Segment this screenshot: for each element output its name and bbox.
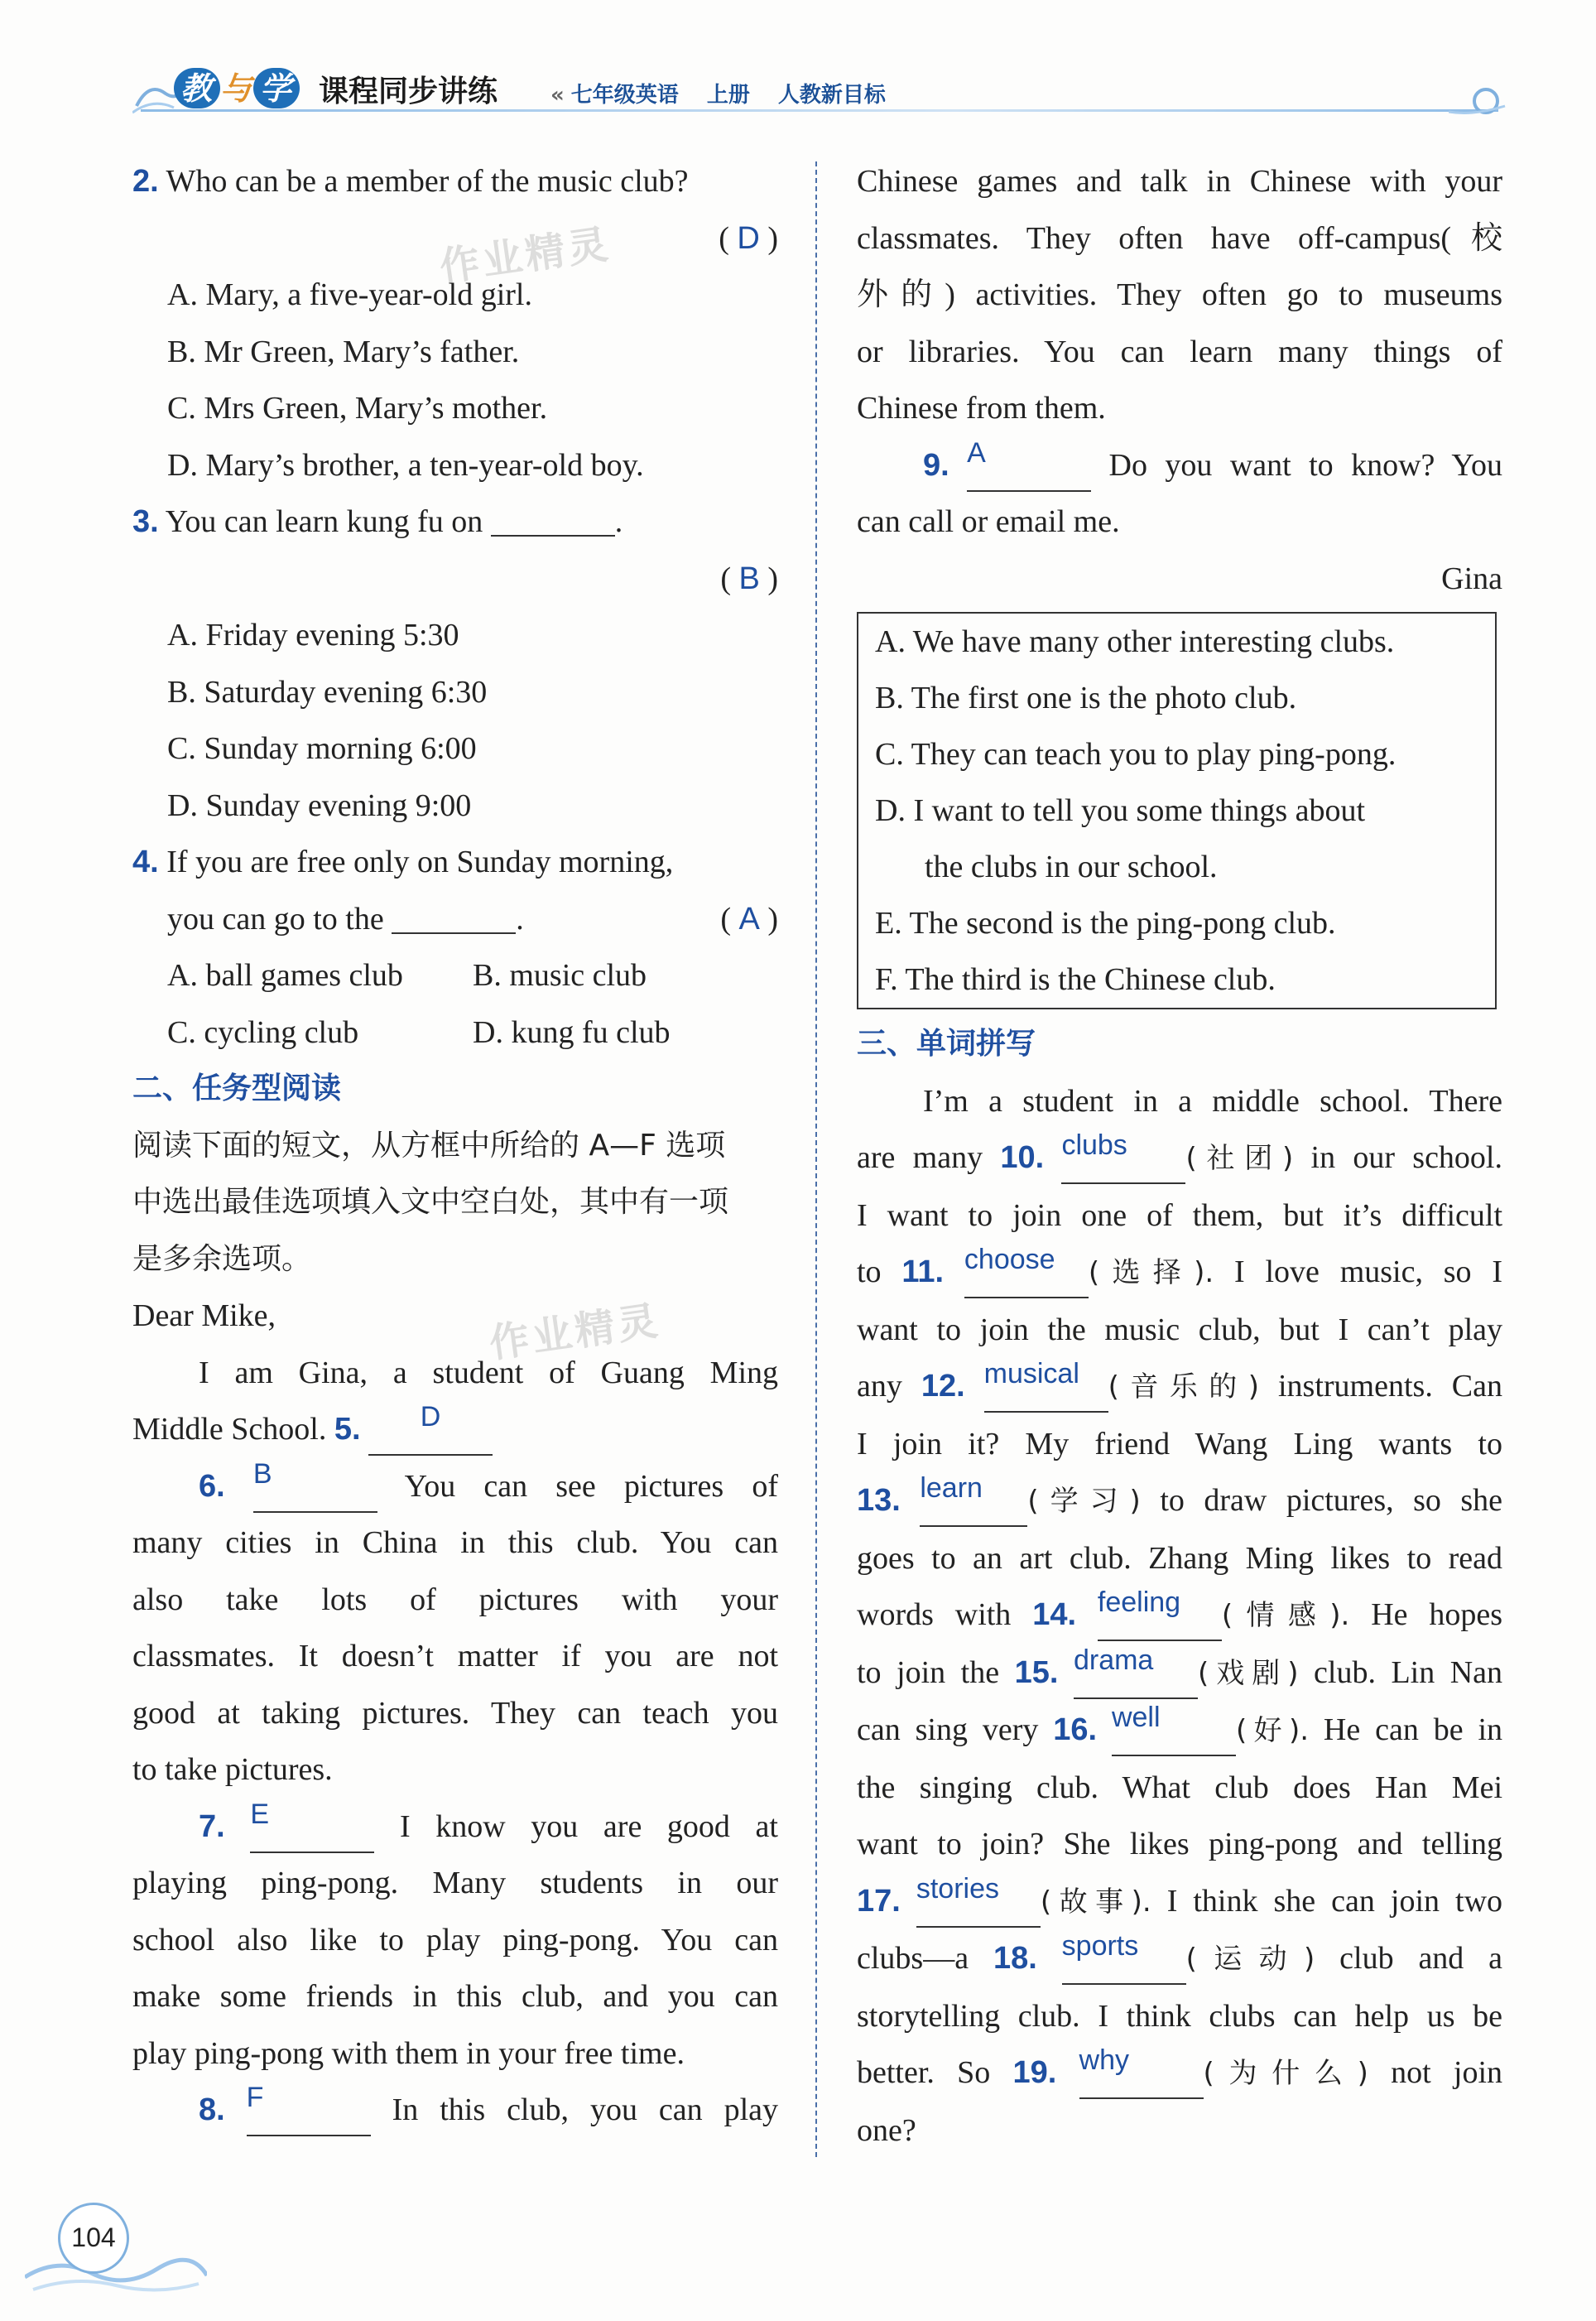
wave-decoration-icon [1449,83,1507,120]
spell-line: 13. learn (学习) to draw pictures, so she [857,1472,1502,1530]
answer-paren: ( B ) [720,561,778,596]
watermark: 作业精灵 [486,1297,664,1368]
header-rule [141,109,1498,112]
passage-line: many cities in China in this club. You can [132,1525,778,1560]
spell-line: are many 10. clubs (社团) in our school. [857,1129,1502,1187]
option: B. Saturday evening 6:30 [167,674,488,710]
passage-line: to take pictures. [132,1752,333,1787]
passage-line: classmates. They often have off-campus(校 [857,220,1502,256]
option: D. Mary’s brother, a ten-year-old boy. [167,447,644,483]
spell-line: can sing very 16. well (好). He can be in [857,1702,1502,1760]
salutation: Dear Mike, [132,1298,276,1333]
spell-line: the singing club. What club does Han Mei [857,1770,1502,1805]
options-box [857,612,1497,1009]
question-4: 4. If you are free only on Sunday morning, [132,845,674,879]
spell-line: I’m a student in a middle school. There [923,1083,1502,1119]
option: C. Mrs Green, Mary’s mother. [167,391,548,426]
passage-line: make some friends in this club, and you can [132,1979,778,2014]
option: A. Friday evening 5:30 [167,618,459,652]
spell-line: clubs—a 18. sports (运动) club and a [857,1930,1502,1988]
option: C. Sunday morning 6:00 [167,731,477,766]
passage-line: good at taking pictures. They can teach you [132,1695,778,1731]
question-4-cont: you can go to the . ( A ) [132,891,778,948]
spell-line: to 11. choose (选择). I love music, so I [857,1244,1502,1302]
spell-line: any 12. musical (音乐的) instruments. Can [857,1358,1502,1416]
option-row: A. ball games club B. music club [167,958,647,993]
right-column [857,153,1502,2159]
spell-line: goes to an art club. Zhang Ming likes to read [857,1540,1502,1576]
passage-line: 7. E I know you are good at [132,1799,778,1856]
box-option: the clubs in our school. [925,850,1218,884]
spell-line: storytelling club. I think clubs can help us be [857,1998,1502,2034]
passage-line: 外的) activities. They often go to museums [857,277,1502,312]
series-title: 课程同步讲练 [319,75,498,108]
option-row: C. cycling club D. kung fu club [167,1014,671,1050]
box-option: F. The third is the Chinese club. [875,962,1276,997]
option: D. Sunday evening 9:00 [167,787,472,823]
box-option: A. We have many other interesting clubs. [875,624,1395,659]
question-3: 3. You can learn kung fu on . [132,494,778,551]
section-title: 三、单词拼写 [857,1027,1036,1061]
passage-line: also take lots of pictures with your [132,1582,778,1617]
box-option: E. The second is the ping-pong club. [875,906,1336,941]
instructions: 是多余选项。 [132,1241,312,1276]
passage-line: 6. B You can see pictures of [132,1458,778,1515]
passage-line: Chinese from them. [857,391,1106,426]
passage-line: play ping-pong with them in your free time. [132,2035,685,2071]
instructions: 中选出最佳选项填入文中空白处，其中有一项 [132,1185,729,1219]
passage-line: I am Gina, a student of Guang Ming [199,1355,778,1390]
book-info: « 七年级英语 上册 人教新目标 [550,83,886,108]
spell-line: better. So 19. why (为什么) not join [857,2044,1502,2102]
box-option: C. They can teach you to play ping-pong. [875,737,1396,772]
spell-line: I want to join one of them, but it’s difficult [857,1197,1502,1233]
spell-line: one? [857,2112,916,2148]
watermark: 作业精灵 [436,220,614,291]
signature: Gina [1441,561,1502,596]
spell-line: want to join? She likes ping-pong and telling [857,1827,1502,1861]
publisher-logo: 教 与 学 [174,63,348,114]
passage-line: 9. A Do you want to know? You [857,437,1502,494]
passage-line: or libraries. You can learn many things of [857,334,1502,369]
box-option: D. I want to tell you some things about [875,793,1366,828]
spell-line: words with 14. feeling (情感). He hopes [857,1587,1502,1644]
passage-line: 8. F In this club, you can play [132,2082,778,2139]
option: B. Mr Green, Mary’s father. [167,334,520,369]
instructions: 阅读下面的短文，从方框中所给的 A—F 选项 [132,1128,726,1163]
spell-line: to join the 15. drama (戏剧) club. Lin Nan [857,1644,1502,1702]
passage-line: classmates. It doesn’t matter if you are not [132,1639,778,1673]
spell-line: I join it? My friend Wang Ling wants to [857,1426,1502,1461]
passage-line: school also like to play ping-pong. You can [132,1922,778,1957]
page-header [132,58,1507,124]
question-2: 2. Who can be a member of the music club? [132,164,689,199]
box-option: B. The first one is the photo club. [875,681,1297,715]
left-column [132,153,778,2139]
passage-line: Middle School. 5. D [132,1401,778,1458]
spell-line: want to join the music club, but I can’t play [857,1312,1502,1347]
passage-line: playing ping-pong. Many students in our [132,1866,778,1900]
option: A. Mary, a five-year-old girl. [167,277,532,312]
passage-line: can call or email me. [857,504,1120,539]
section-title: 二、任务型阅读 [132,1071,342,1105]
spell-line: 17. stories (故事). I think she can join two [857,1873,1502,1931]
column-divider [815,161,817,2157]
passage-line: Chinese games and talk in Chinese with your [857,164,1502,199]
page-number: 104 [58,2203,129,2274]
answer-paren: ( D ) [719,220,778,256]
